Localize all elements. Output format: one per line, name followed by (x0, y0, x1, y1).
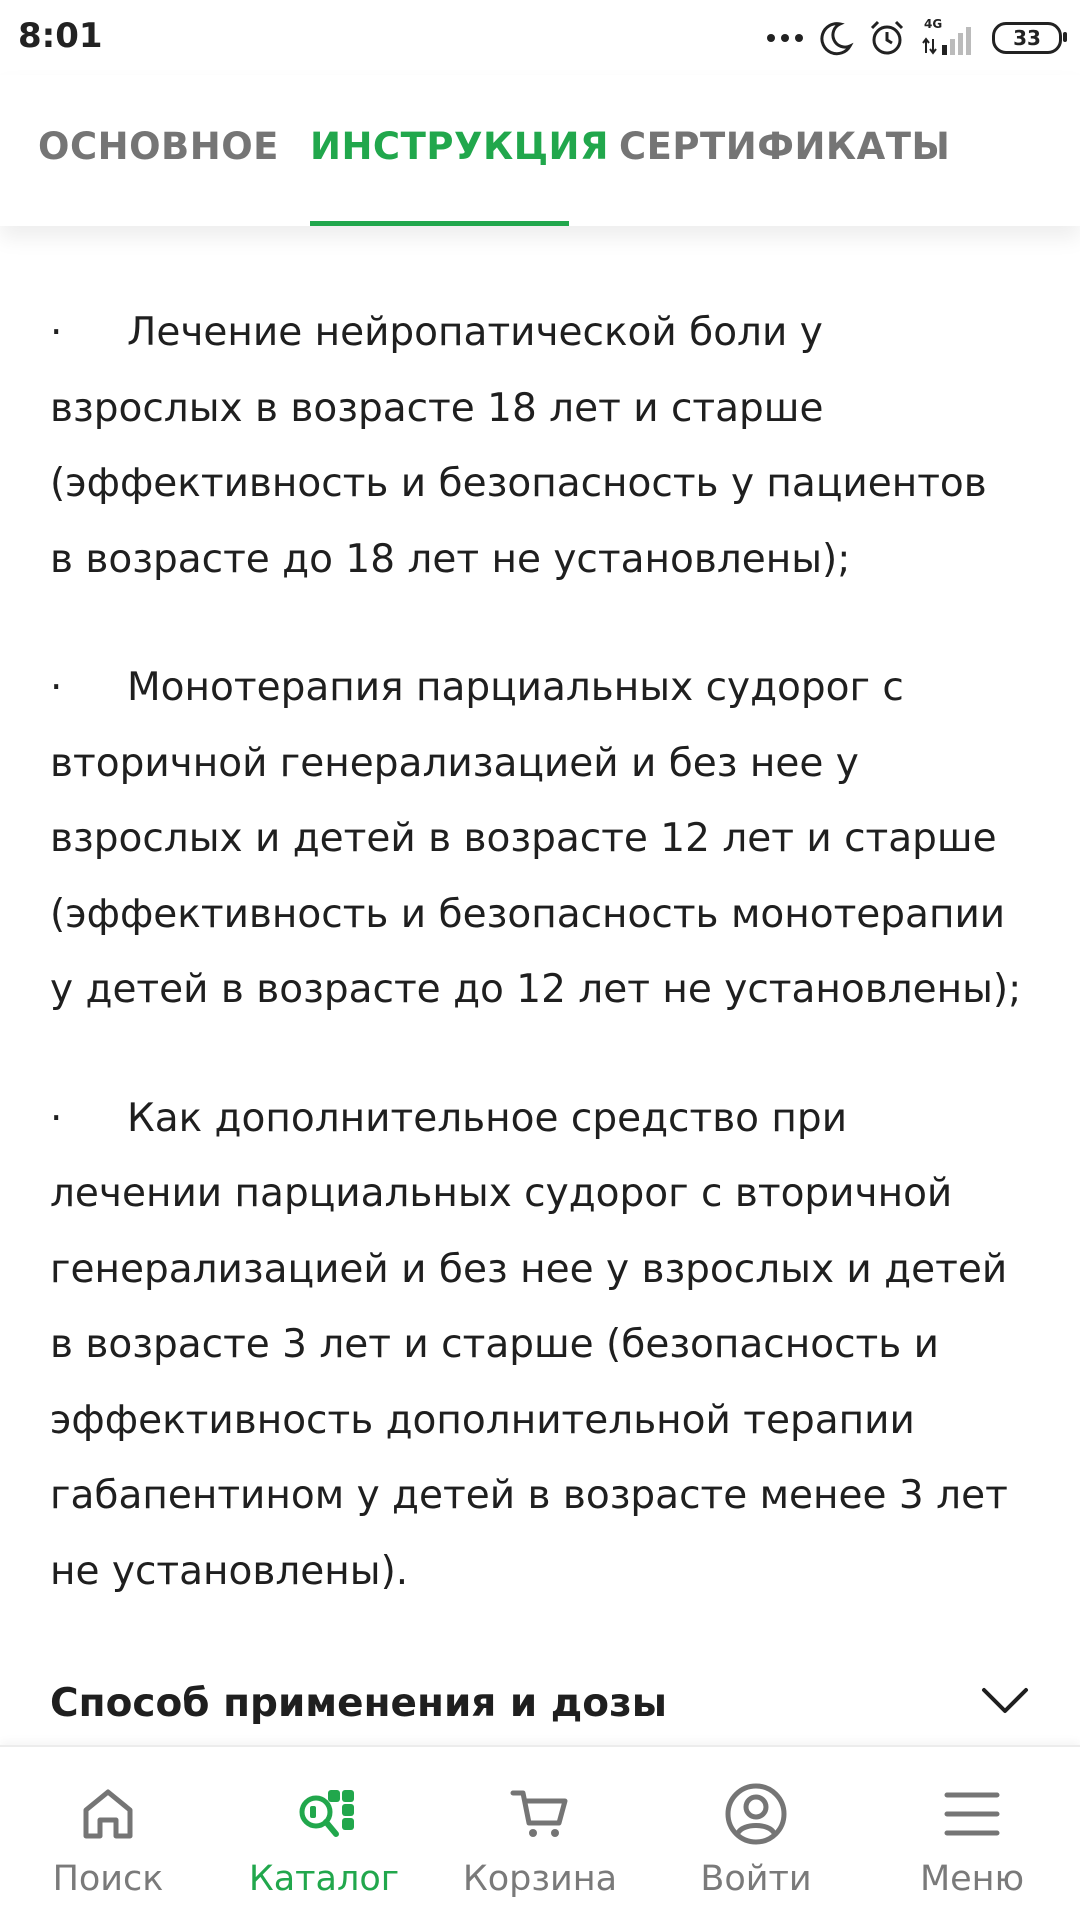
tab-certificates[interactable]: СЕРТИФИКАТЫ (619, 125, 951, 168)
paragraph-line: Монотерапия парциальных судорог с (127, 665, 904, 710)
list-item (50, 1081, 1040, 1610)
user-icon (723, 1779, 789, 1849)
nav-label: Поиск (52, 1859, 164, 1899)
nav-cart[interactable] (432, 1747, 648, 1922)
bottom-nav (0, 1745, 1080, 1922)
paragraph-line: генерализацией и без нее у взрослых и детей (50, 1246, 1008, 1292)
nav-search[interactable] (0, 1747, 216, 1922)
menu-icon (943, 1779, 1001, 1849)
battery-icon: 33 (992, 22, 1062, 54)
status-time: 8:01 (18, 16, 103, 56)
section-title: Способ применения и дозы (50, 1680, 668, 1726)
status-bar (0, 0, 1080, 75)
paragraph-line: Как дополнительное средство при (127, 1095, 848, 1141)
paragraph-line: у детей в возрасте до 12 лет не установлены); (50, 967, 1022, 1012)
catalog-icon (292, 1779, 356, 1849)
cart-icon (509, 1779, 571, 1849)
nav-label: Войти (700, 1859, 812, 1899)
alarm-icon (868, 19, 906, 57)
dosage-section-header[interactable] (50, 1668, 1030, 1738)
home-icon (78, 1779, 138, 1849)
paragraph-line: габапентином у детей в возрасте менее 3 лет (50, 1473, 1008, 1518)
bullet: · (50, 665, 63, 710)
bullet: · (50, 310, 63, 355)
signal-icon (920, 19, 978, 57)
paragraph-line: лечении парциальных судорог с вторичной (50, 1171, 953, 1216)
nav-label: Каталог (248, 1859, 400, 1899)
active-tab-indicator (310, 221, 569, 226)
tab-instruction[interactable]: ИНСТРУКЦИЯ (310, 125, 609, 168)
paragraph-line: эффективность дополнительной терапии (50, 1397, 915, 1443)
status-icons (766, 14, 1062, 62)
paragraph-line: вторичной генерализацией и без нее у (50, 740, 859, 786)
instruction-content (50, 295, 1040, 1662)
network-label: 4G (924, 17, 943, 31)
paragraph-line: взрослых в возрасте 18 лет и старше (50, 385, 824, 431)
paragraph-line: (эффективность и безопасность монотерапии (50, 891, 1006, 937)
paragraph-line: (эффективность и безопасность у пациентов (50, 461, 987, 506)
moon-icon (818, 20, 854, 56)
tab-bar (0, 75, 1080, 226)
paragraph-line: в возрасте до 18 лет не установлены); (50, 536, 851, 582)
nav-catalog[interactable] (216, 1747, 432, 1922)
list-item (50, 650, 1040, 1028)
bullet: · (50, 1095, 63, 1141)
more-dots-icon (766, 32, 804, 44)
paragraph-line: взрослых и детей в возрасте 12 лет и старше (50, 816, 997, 861)
paragraph-line: не установлены). (50, 1548, 409, 1594)
nav-label: Меню (919, 1859, 1025, 1899)
nav-menu[interactable] (864, 1747, 1080, 1922)
list-item (50, 295, 1040, 597)
paragraph-line: Лечение нейропатической боли у (127, 310, 823, 355)
nav-login[interactable] (648, 1747, 864, 1922)
tab-main[interactable]: ОСНОВНОЕ (38, 125, 279, 168)
chevron-down-icon[interactable] (980, 1686, 1030, 1720)
paragraph-line: в возрасте 3 лет и старше (безопасность и (50, 1322, 940, 1367)
nav-label: Корзина (462, 1859, 618, 1899)
